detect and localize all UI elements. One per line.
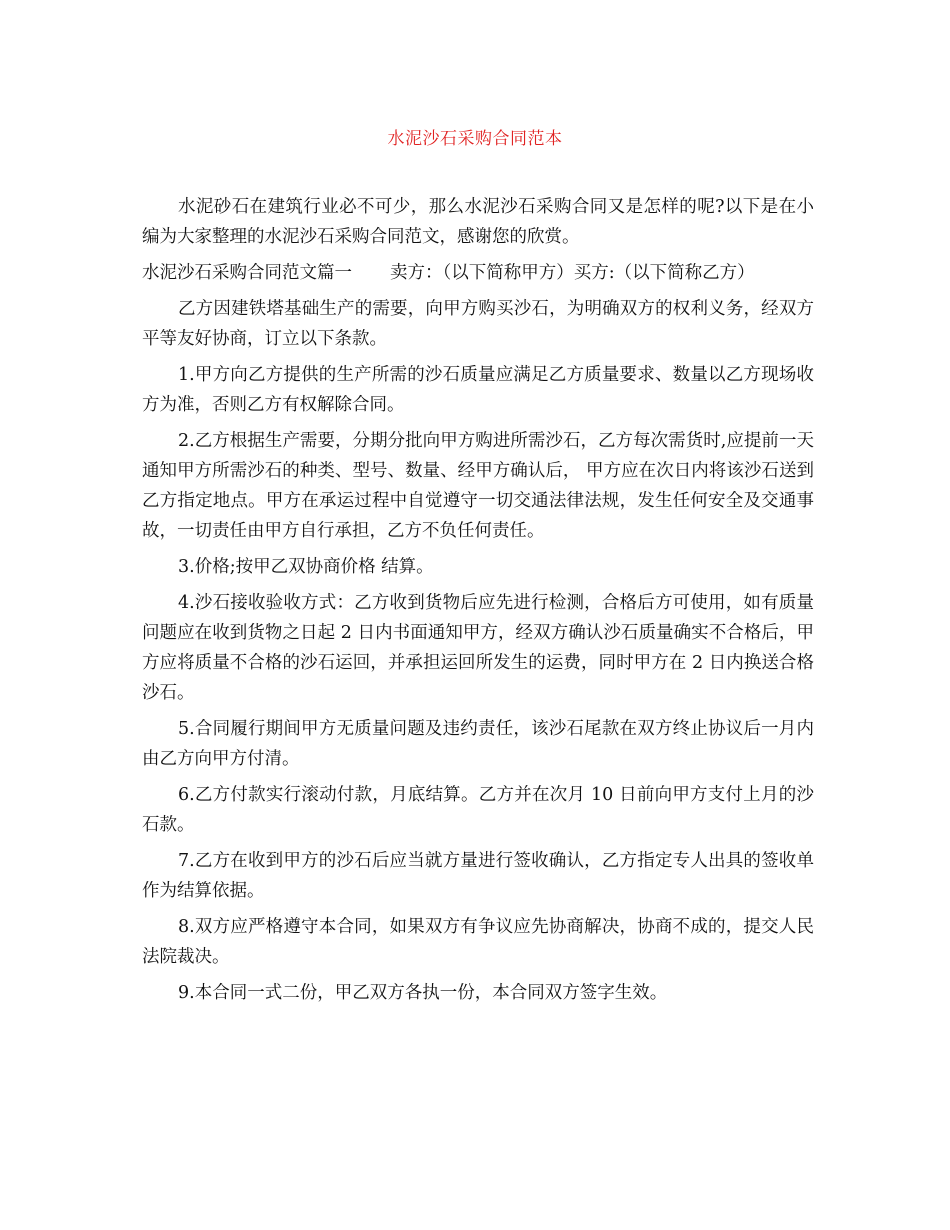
clause-7: 7.乙方在收到甲方的沙石后应当就方量进行签收确认，乙方指定专人出具的签收单作为结算依据。 xyxy=(142,851,814,901)
clause-3: 3.价格;按甲乙双协商价格 结算。 xyxy=(178,557,434,577)
section-heading-line xyxy=(142,258,814,288)
clause-9: 9.本合同一式二份，甲乙双方各执一份，本合同双方签字生效。 xyxy=(178,983,668,1003)
clause-5: 5.合同履行期间甲方无质量问题及违约责任，该沙石尾款在双方终止协议后一月内由乙方向甲方付清。 xyxy=(142,719,814,769)
document-title: 水泥沙石采购合同范本 xyxy=(387,129,563,149)
clause-6: 6.乙方付款实行滚动付款，月底结算。乙方并在次月 10 日前向甲方支付上月的沙石款。 xyxy=(142,785,814,835)
parties-line: 卖方：（以下简称甲方）买方:（以下简称乙方） xyxy=(390,263,755,283)
clause-4: 4.沙石接收验收方式：乙方收到货物后应先进行检测，合格后方可使用，如有质量问题应在收到货物之日起 2 日内书面通知甲方，经双方确认沙石质量确实不合格后，甲方应将质量不合格的沙石运回，并承担运回所发生的运费，同时甲方在 2 日内换送合格沙石。 xyxy=(142,593,814,703)
clause-2: 2.乙方根据生产需要，分期分批向甲方购进所需沙石，乙方每次需货时,应提前一天通知甲方所需沙石的种类、型号、数量、经甲方确认后， 甲方应在次日内将该沙石送到乙方指定地点。甲方在承运过程中自觉遵守一切交通法律法规，发生任何安全及交通事故，一切责任由甲方自行承担，乙方不负任何责任。 xyxy=(142,431,814,541)
clause-8: 8.双方应严格遵守本合同，如果双方有争议应先协商解决，协商不成的，提交人民法院裁决。 xyxy=(142,917,814,967)
clause-1: 1.甲方向乙方提供的生产所需的沙石质量应满足乙方质量要求、数量以乙方现场收方为准，否则乙方有权解除合同。 xyxy=(142,365,814,415)
intro-paragraph: 水泥砂石在建筑行业必不可少，那么水泥沙石采购合同又是怎样的呢?以下是在小编为大家整理的水泥沙石采购合同范文，感谢您的欣赏。 xyxy=(142,197,814,247)
document-body xyxy=(142,192,814,1014)
preamble-paragraph: 乙方因建铁塔基础生产的需要，向甲方购买沙石，为明确双方的权利义务，经双方平等友好协商，订立以下条款。 xyxy=(142,299,814,349)
section-heading: 水泥沙石采购合同范文篇一 xyxy=(142,263,352,283)
